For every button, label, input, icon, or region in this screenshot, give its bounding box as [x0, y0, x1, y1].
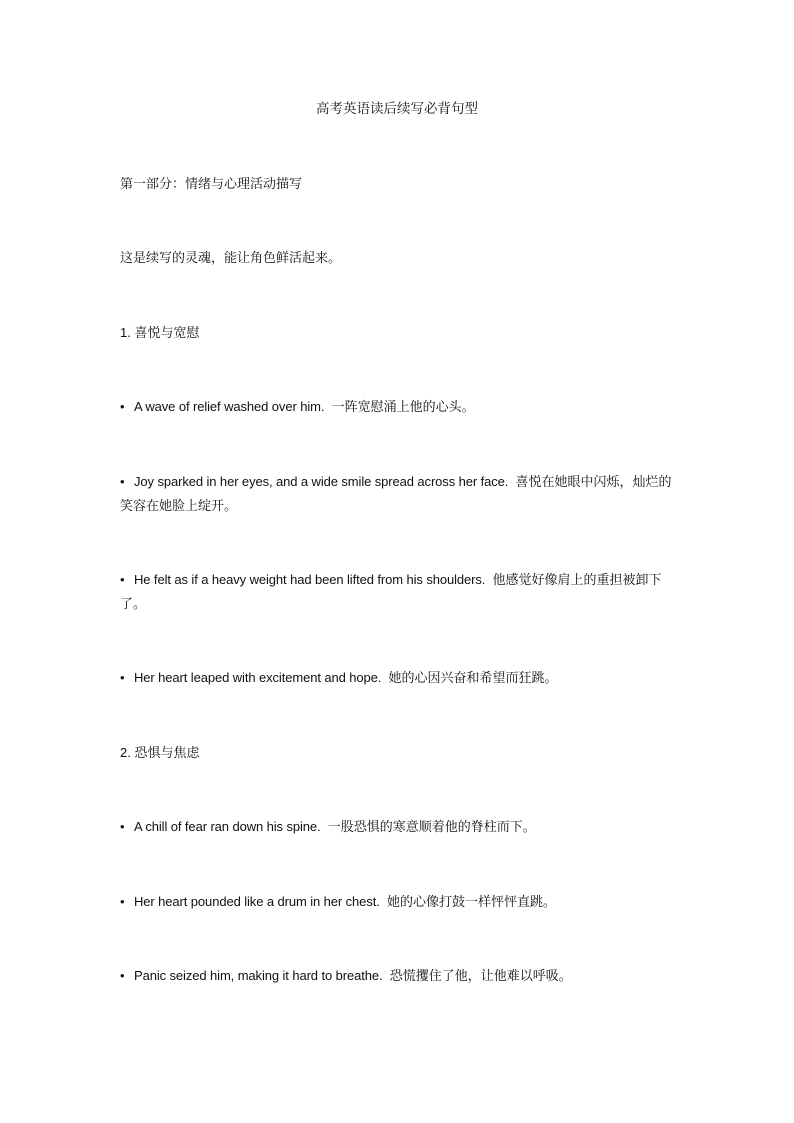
list-item — [120, 395, 680, 419]
sentence-chinese: 他感觉好像肩上的重担被卸下了。 — [120, 572, 662, 611]
section-heading-joy: 1. 喜悦与宽慰 — [120, 325, 200, 340]
sentence-english: Panic seized him, making it hard to breathe. — [134, 968, 383, 983]
sentence-english: He felt as if a heavy weight had been lifted from his shoulders. — [134, 572, 486, 587]
intro-paragraph: 这是续写的灵魂，能让角色鲜活起来。 — [120, 250, 342, 265]
sentence-english: Her heart leaped with excitement and hope. — [134, 670, 382, 685]
sentence-english: Her heart pounded like a drum in her chest. — [134, 894, 380, 909]
sentence-english: Joy sparked in her eyes, and a wide smile spread across her face. — [134, 474, 509, 489]
list-item — [120, 815, 680, 839]
bullet: • — [120, 819, 125, 834]
list-item — [120, 890, 680, 914]
sentence-english: A wave of relief washed over him. — [134, 399, 325, 414]
sentence-chinese: 一阵宽慰涌上他的心头。 — [331, 399, 475, 414]
sentence-chinese: 恐慌攫住了他，让他难以呼吸。 — [389, 968, 572, 983]
list-item — [120, 470, 680, 518]
sentence-chinese: 喜悦在她眼中闪烁，灿烂的笑容在她脸上绽开。 — [120, 474, 672, 513]
list-item — [120, 568, 680, 616]
sentence-chinese: 她的心因兴奋和希望而狂跳。 — [388, 670, 558, 685]
section-heading-fear: 2. 恐惧与焦虑 — [120, 745, 200, 760]
bullet: • — [120, 968, 125, 983]
part-heading: 第一部分：情绪与心理活动描写 — [120, 176, 303, 191]
bullet: • — [120, 474, 125, 489]
bullet: • — [120, 894, 125, 909]
document-title: 高考英语读后续写必背句型 — [316, 101, 478, 116]
bullet: • — [120, 572, 125, 587]
sentence-chinese: 她的心像打鼓一样怦怦直跳。 — [386, 894, 556, 909]
bullet: • — [120, 399, 125, 414]
list-item — [120, 964, 680, 988]
sentence-english: A chill of fear ran down his spine. — [134, 819, 321, 834]
list-item — [120, 666, 680, 690]
bullet: • — [120, 670, 125, 685]
sentence-chinese: 一股恐惧的寒意顺着他的脊柱而下。 — [327, 819, 536, 834]
